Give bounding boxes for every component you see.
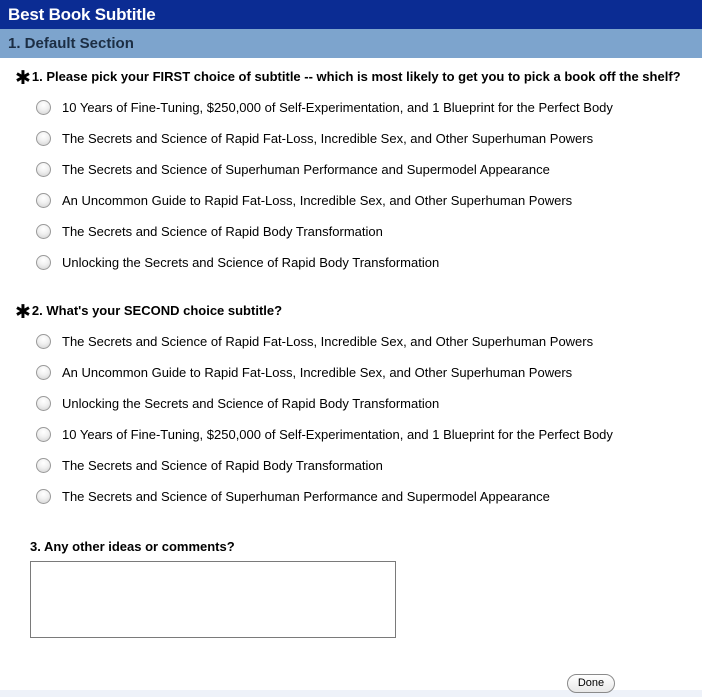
question-1-title	[15, 69, 681, 87]
q1-option-4[interactable]	[36, 189, 572, 211]
option-label[interactable]: The Secrets and Science of Superhuman Performance and Supermodel Appearance	[62, 161, 550, 177]
radio-button[interactable]	[36, 255, 51, 270]
radio-button[interactable]	[36, 224, 51, 239]
option-label[interactable]: Unlocking the Secrets and Science of Rapid Body Transformation	[62, 395, 440, 411]
option-label[interactable]: The Secrets and Science of Rapid Fat-Loss, Incredible Sex, and Other Superhuman Powers	[62, 130, 594, 146]
option-label[interactable]: The Secrets and Science of Superhuman Performance and Supermodel Appearance	[62, 488, 550, 504]
option-label[interactable]: Unlocking the Secrets and Science of Rapid Body Transformation	[62, 254, 440, 270]
q1-option-2[interactable]	[36, 127, 593, 149]
q1-option-1[interactable]	[36, 96, 613, 118]
required-asterisk-icon: ✱	[15, 302, 31, 323]
section-title: 1. Default Section	[0, 29, 702, 58]
option-label[interactable]: The Secrets and Science of Rapid Fat-Loss, Incredible Sex, and Other Superhuman Powers	[62, 333, 594, 349]
comments-textarea[interactable]	[30, 561, 396, 638]
done-button[interactable]: Done	[567, 674, 615, 693]
radio-button[interactable]	[36, 193, 51, 208]
q1-option-5[interactable]	[36, 220, 383, 242]
option-label[interactable]: 10 Years of Fine-Tuning, $250,000 of Self-Experimentation, and 1 Blueprint for the Perfect Body	[62, 426, 613, 442]
radio-button[interactable]	[36, 427, 51, 442]
radio-button[interactable]	[36, 162, 51, 177]
option-label[interactable]: An Uncommon Guide to Rapid Fat-Loss, Incredible Sex, and Other Superhuman Powers	[62, 364, 573, 380]
q2-option-2[interactable]	[36, 361, 572, 383]
survey-title: Best Book Subtitle	[0, 0, 702, 29]
radio-button[interactable]	[36, 334, 51, 349]
radio-button[interactable]	[36, 458, 51, 473]
option-label[interactable]: An Uncommon Guide to Rapid Fat-Loss, Incredible Sex, and Other Superhuman Powers	[62, 192, 573, 208]
option-label[interactable]: The Secrets and Science of Rapid Body Transformation	[62, 457, 383, 473]
required-asterisk-icon: ✱	[15, 68, 31, 89]
radio-button[interactable]	[36, 131, 51, 146]
radio-button[interactable]	[36, 100, 51, 115]
question-2-title	[15, 303, 282, 321]
q1-option-6[interactable]	[36, 251, 439, 273]
question-3-title: 3. Any other ideas or comments?	[30, 539, 235, 554]
radio-button[interactable]	[36, 489, 51, 504]
radio-button[interactable]	[36, 365, 51, 380]
question-2-text: 2. What's your SECOND choice subtitle?	[31, 303, 283, 318]
q2-option-1[interactable]	[36, 330, 593, 352]
option-label[interactable]: 10 Years of Fine-Tuning, $250,000 of Self-Experimentation, and 1 Blueprint for the Perfect Body	[62, 99, 613, 115]
option-label[interactable]: The Secrets and Science of Rapid Body Transformation	[62, 223, 383, 239]
q2-option-3[interactable]	[36, 392, 439, 414]
q2-option-5[interactable]	[36, 454, 383, 476]
q2-option-6[interactable]	[36, 485, 550, 507]
question-1-text: 1. Please pick your FIRST choice of subtitle -- which is most likely to get you to pick a book off the shelf?	[31, 69, 681, 84]
q2-option-4[interactable]	[36, 423, 613, 445]
radio-button[interactable]	[36, 396, 51, 411]
q1-option-3[interactable]	[36, 158, 550, 180]
